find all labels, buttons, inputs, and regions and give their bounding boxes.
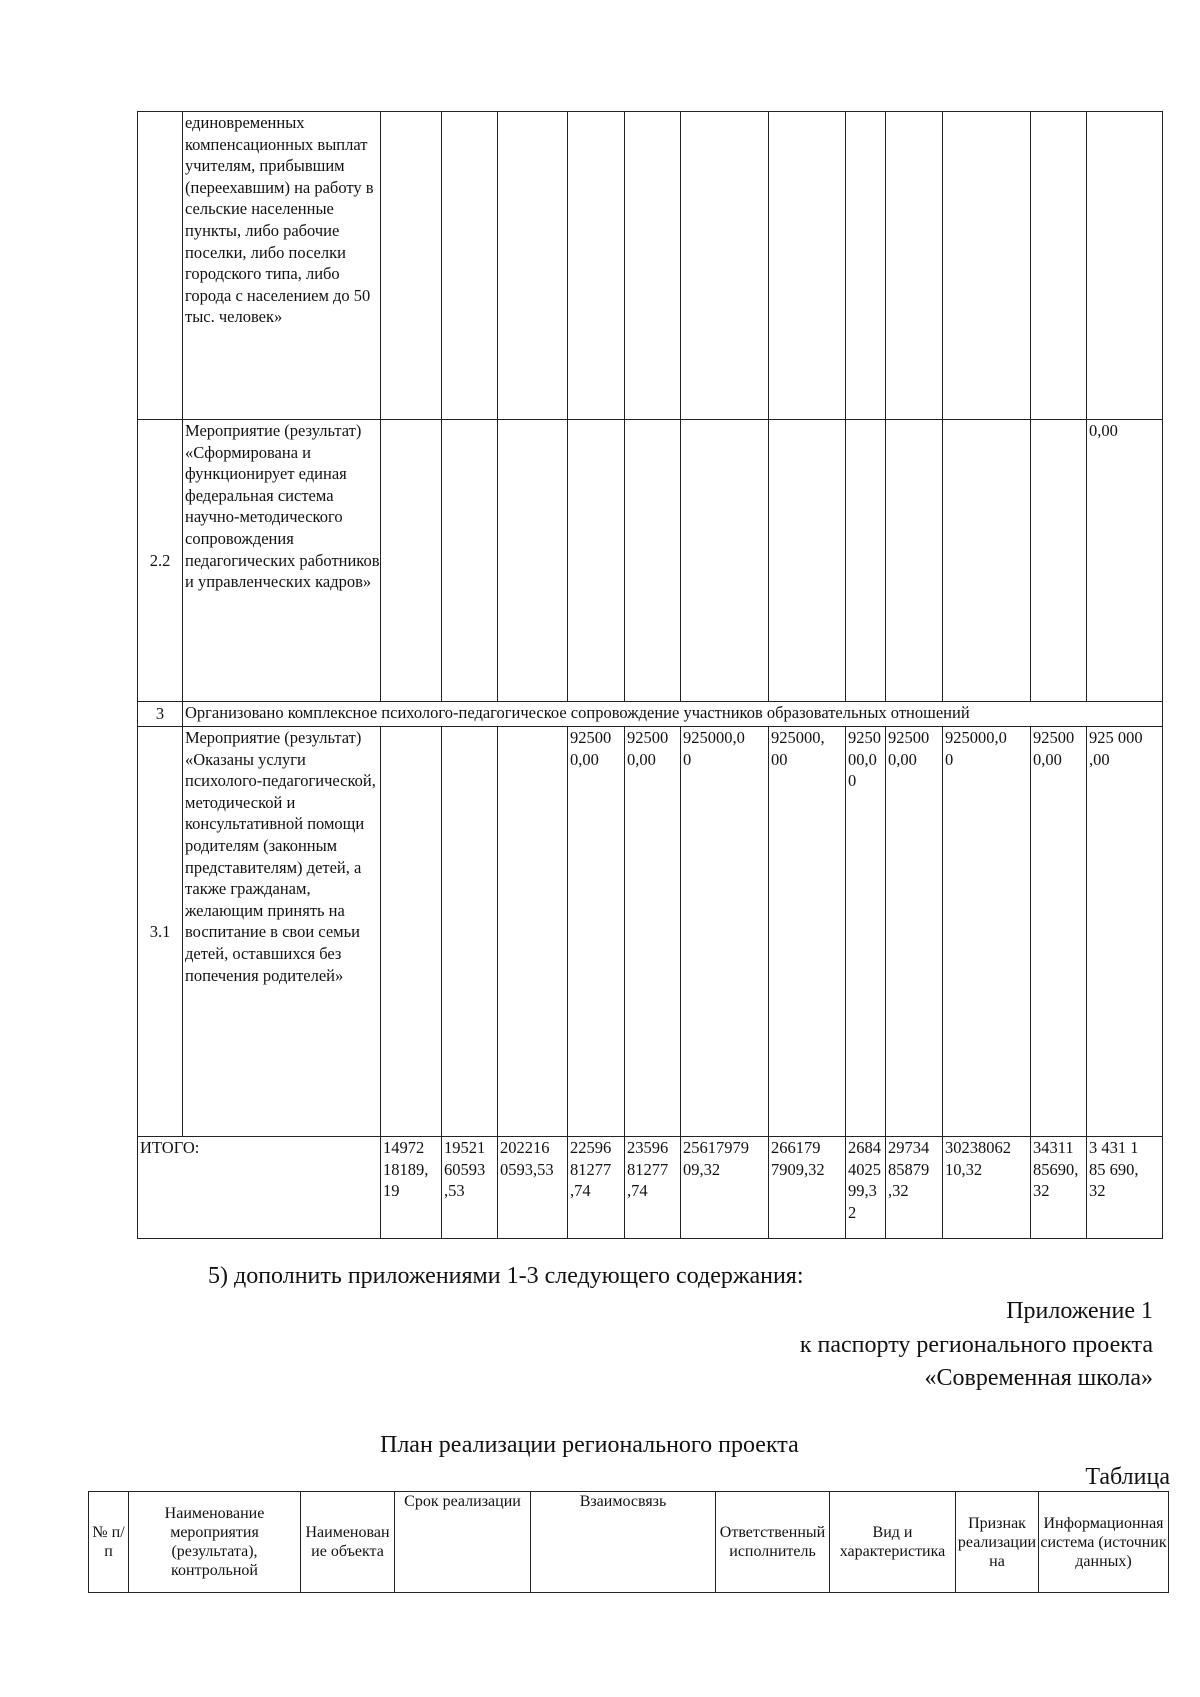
plan-title: План реализации регионального проекта [380,1432,799,1458]
table-row-2-1-tail [138,112,1163,420]
col-header-object: Наименование объекта [301,1492,395,1593]
total-value: 25617979 09,32 [681,1137,769,1239]
value-cell: 925000,0 0 [681,727,769,1137]
table-row-2-2 [138,420,1163,702]
financing-table [137,111,1163,1239]
value-cell: 0,00 [1087,420,1163,702]
section-title: Организовано комплексное психолого-педагогическое сопровождение участников образовательных отношений [183,702,1163,727]
total-value: 30238062 10,32 [943,1137,1031,1239]
table-row-3 [138,702,1163,727]
total-value: 202216 0593,53 [498,1137,568,1239]
appendix-line-2: к паспорту регионального проекта [799,1332,1153,1358]
col-header-relation: Взаимосвязь [531,1492,716,1593]
value-cell: 92500 0,00 [1031,727,1087,1137]
total-value: 19521 60593 ,53 [442,1137,498,1239]
col-header-num: № п/п [89,1492,129,1593]
value-cell: 925 000 ,00 [1087,727,1163,1137]
total-value: 22596 81277 ,74 [568,1137,625,1239]
row-number: 3.1 [138,727,183,1137]
col-header-responsible: Ответственный исполнитель [716,1492,830,1593]
event-name-cell: Мероприятие (результат) «Оказаны услуги психолого-педагогической, методической и консультативной помощи родителям (законным представителям) детей, а также гражданам, желающим принять на воспитание в свои семьи детей, оставшихся без попечения родителей» [183,727,381,1137]
event-name-cell: Мероприятие (результат) «Сформирована и функционирует единая федеральная система научно-методического сопровождения педагогических работников и управленческих кадров» [183,420,381,702]
value-cell: 925000, 00 [769,727,846,1137]
row-number: 2.2 [138,420,183,702]
value-cell [442,727,498,1137]
table-row-total [138,1137,1163,1239]
col-header-event: Наименование мероприятия (результата), контрольной [129,1492,301,1593]
table-label: Таблица [1085,1464,1170,1490]
col-header-sign: Признак реализации на [956,1492,1039,1593]
col-header-deadline: Срок реализации [395,1492,531,1593]
total-value: 3 431 1 85 690, 32 [1087,1137,1163,1239]
value-cell: 9250 00,0 0 [846,727,886,1137]
value-cell: 92500 0,00 [568,727,625,1137]
total-value: 14972 18189, 19 [381,1137,442,1239]
total-value: 34311 85690, 32 [1031,1137,1087,1239]
appendix-line-3: «Современная школа» [924,1365,1153,1391]
total-value: 29734 85879 ,32 [886,1137,943,1239]
plan-table-header [88,1491,1169,1593]
appendix-line-1: Приложение 1 [1006,1298,1153,1324]
value-cell: 92500 0,00 [625,727,681,1137]
value-cell [381,727,442,1137]
value-cell [498,727,568,1137]
amendment-text: 5) дополнить приложениями 1-3 следующего содержания: [208,1263,804,1289]
value-cell: 92500 0,00 [886,727,943,1137]
total-value: 266179 7909,32 [769,1137,846,1239]
event-name-cell: единовременных компенсационных выплат учителям, прибывшим (переехавшим) на работу в сельские населенные пункты, либо рабочие поселки, либо поселки городского типа, либо города с населением до 50 тыс. человек» [183,112,381,420]
value-cell: 925000,0 0 [943,727,1031,1137]
total-label: ИТОГО: [138,1137,381,1239]
total-value: 2684 4025 99,3 2 [846,1137,886,1239]
col-header-kind: Вид и характеристика [830,1492,956,1593]
table-row-3-1 [138,727,1163,1137]
row-number: 3 [138,702,183,727]
col-header-infosystem: Информационная система (источник данных) [1039,1492,1169,1593]
total-value: 23596 81277 ,74 [625,1137,681,1239]
